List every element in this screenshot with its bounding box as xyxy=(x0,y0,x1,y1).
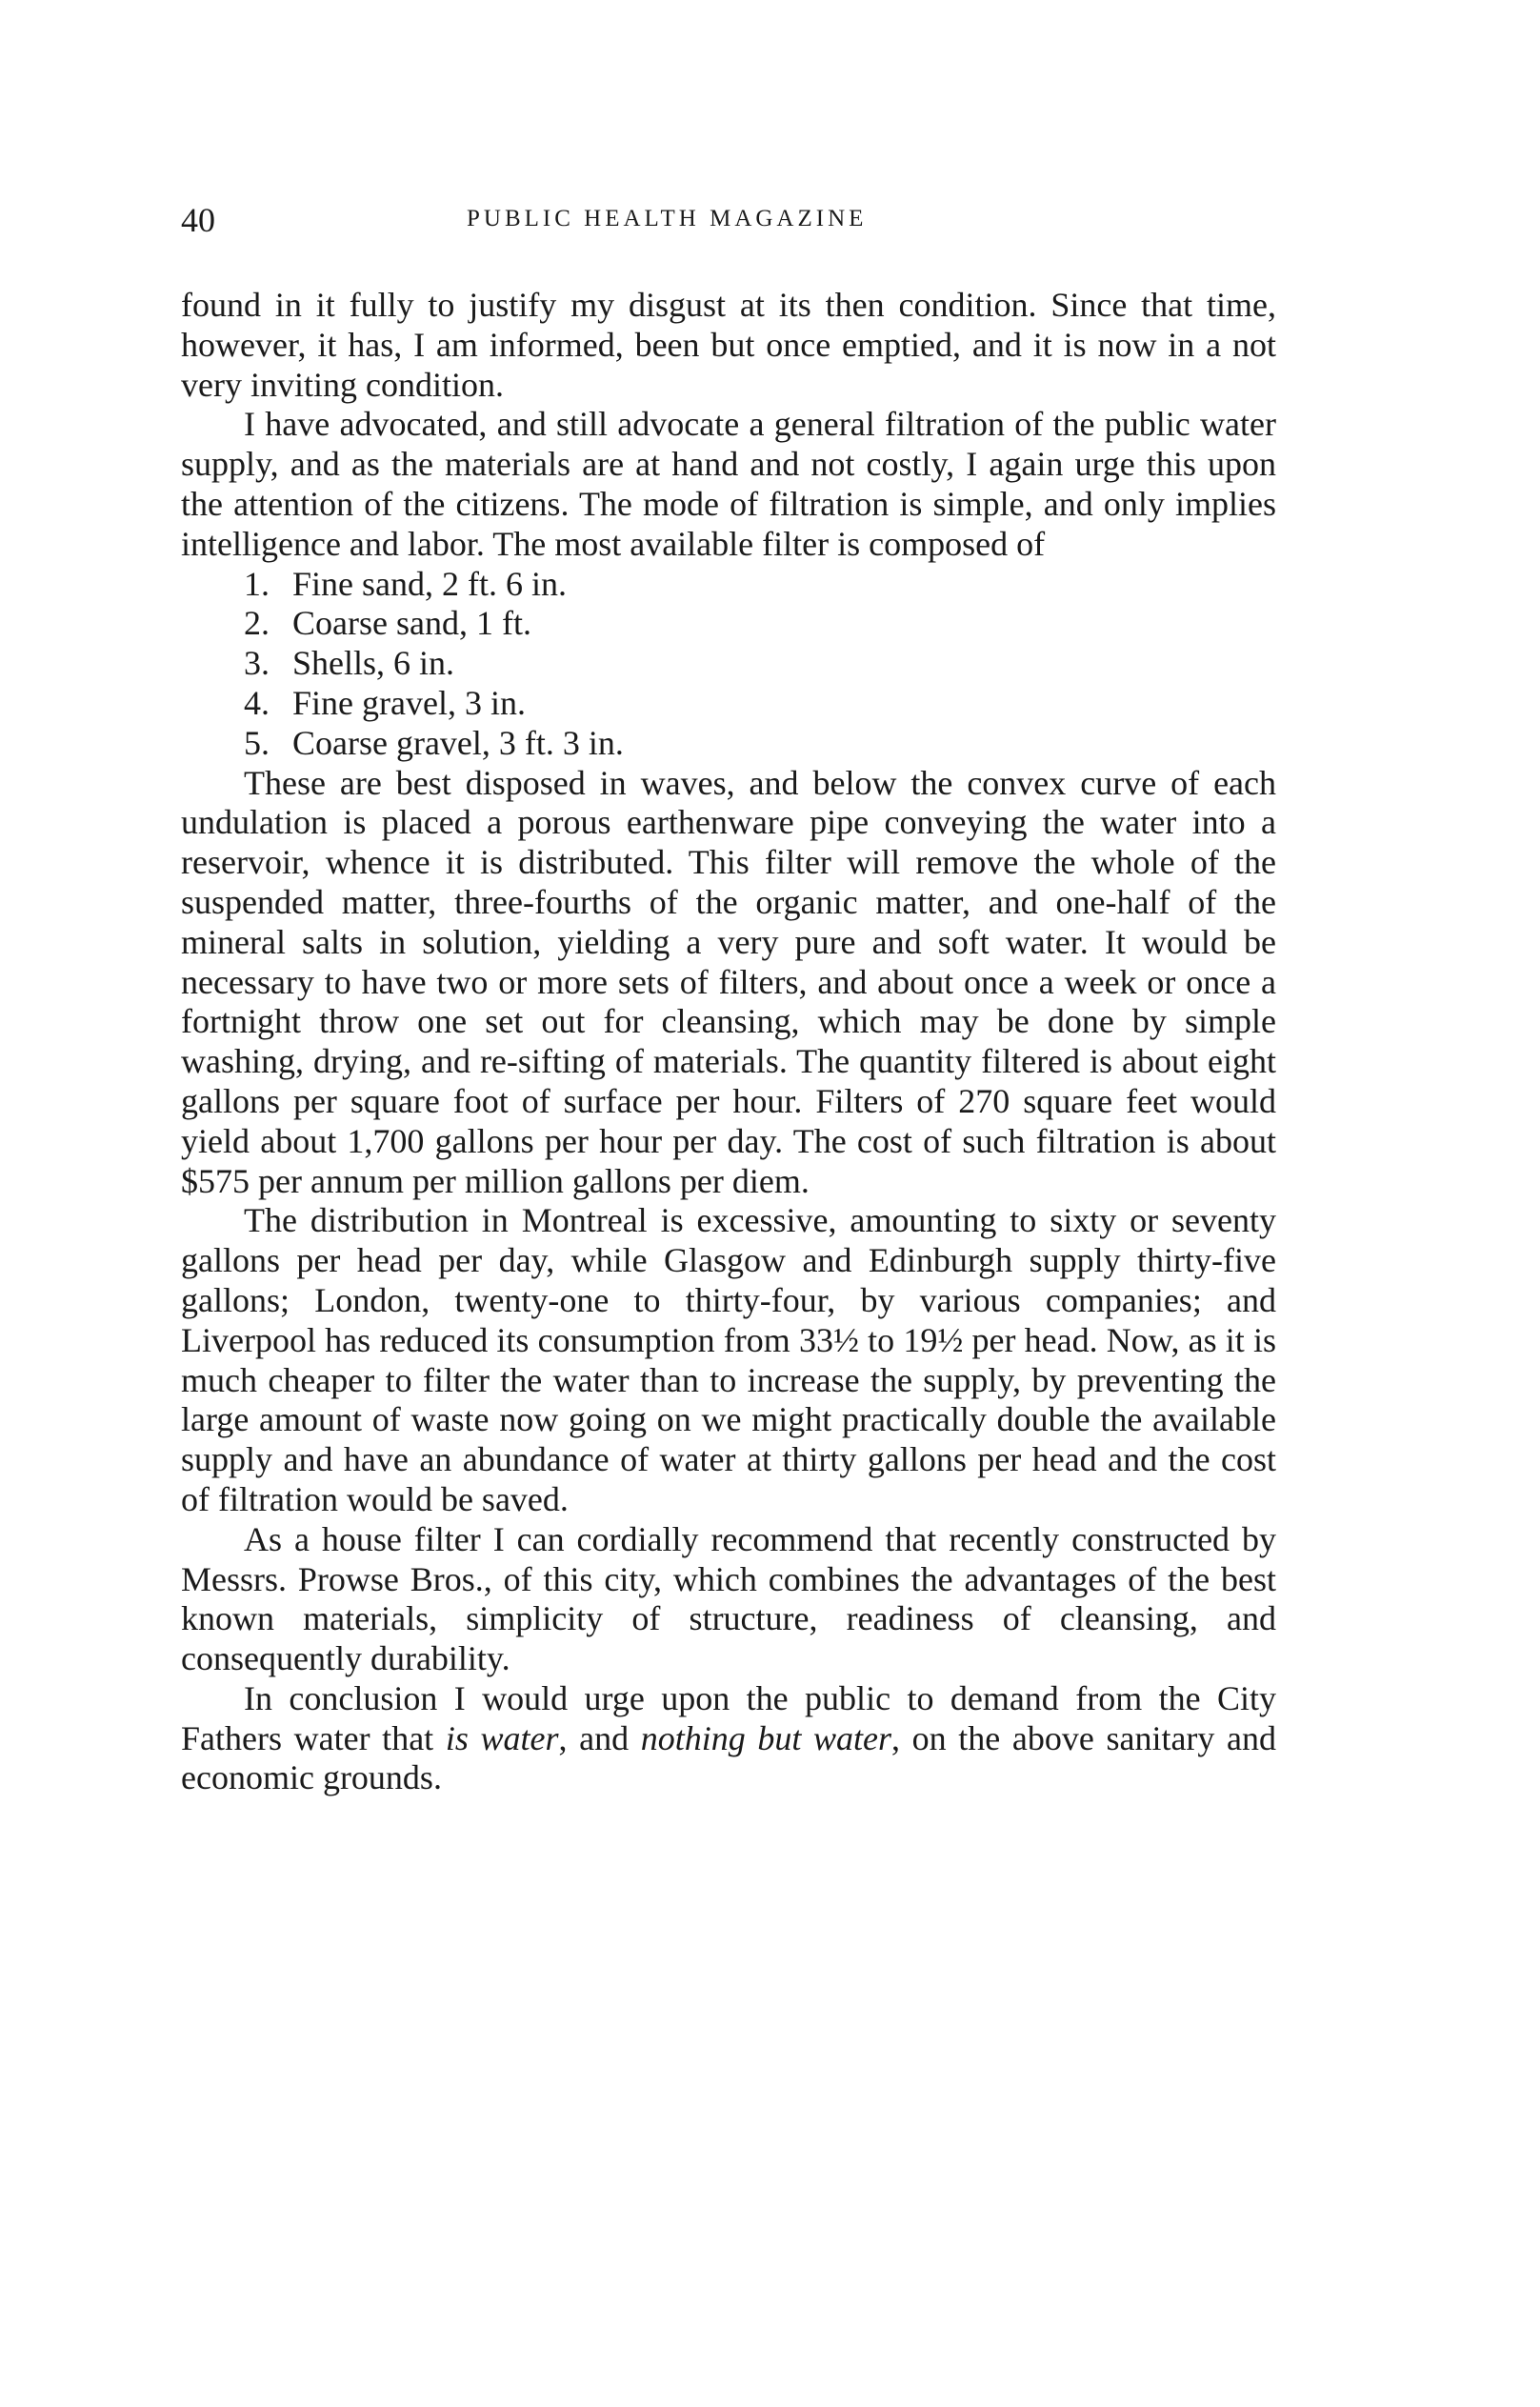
list-item xyxy=(181,644,1276,684)
list-text: Fine gravel, 3 in. xyxy=(292,683,526,722)
conclusion-paragraph xyxy=(181,1679,1276,1798)
page xyxy=(181,200,1276,1798)
paragraph: The distribution in Montreal is excessive, amounting to sixty or seventy gallons per head per day, while Glasgow and Edinburgh supply thirty-five gallons; London, twenty-one to thirty-four, by various companies; and Liverpool has reduced its consumption from 33½ to 19½ per head. Now, as it is much cheaper to filter the water than to increase the supply, by preventing the large amount of waste now going on we might practically double the available supply and have an abundance of water at thirty gallons per head and the cost of filtration would be saved. xyxy=(181,1201,1276,1518)
filter-composition-list xyxy=(181,565,1276,764)
page-number: 40 xyxy=(181,201,215,239)
conclusion-text: , on the above sanitary and economic grounds. xyxy=(181,1718,1277,1797)
page-header xyxy=(181,200,1276,257)
list-text: Coarse gravel, 3 ft. 3 in. xyxy=(292,723,624,762)
list-number: 2. xyxy=(244,604,270,643)
emphasis-text: nothing but water xyxy=(640,1718,891,1757)
running-title: PUBLIC HEALTH MAGAZINE xyxy=(467,206,868,231)
list-item xyxy=(181,684,1276,724)
paragraph: I have advocated, and still advocate a general filtration of the public water supply, and as the materials are at hand and not costly, I again urge this upon the attention of the citizens. The mode of filtration is simple, and only implies intelligence and labor. The most available filter is composed of xyxy=(181,405,1276,563)
list-number: 3. xyxy=(244,644,270,683)
list-item xyxy=(181,724,1276,764)
list-item xyxy=(181,565,1276,605)
list-number: 1. xyxy=(244,564,270,603)
conclusion-text: In conclusion I would urge upon the public to demand from the City Fathers water that xyxy=(181,1678,1276,1757)
list-text: Coarse sand, 1 ft. xyxy=(292,604,531,643)
paragraph: These are best disposed in waves, and below the convex curve of each undulation is placed a porous earthenware pipe conveying the water into a reservoir, whence it is distributed. This filter will remove the whole of the suspended matter, three-fourths of the organic matter, and one-half of the mineral salts in solution, yielding a very pure and soft water. It would be necessary to have two or more sets of filters, and about once a week or once a fortnight throw one set out for cleansing, which may be done by simple washing, drying, and re-sifting of materials. The quantity filtered is about eight gallons per square foot of surface per hour. Filters of 270 square feet would yield about 1,700 gallons per hour per day. The cost of such filtration is about $575 per annum per million gallons per diem. xyxy=(181,763,1276,1200)
list-text: Shells, 6 in. xyxy=(292,644,455,683)
conclusion-text: , and xyxy=(558,1718,641,1757)
article-body xyxy=(181,286,1276,1798)
list-text: Fine sand, 2 ft. 6 in. xyxy=(292,564,567,603)
list-item xyxy=(181,604,1276,644)
list-number: 5. xyxy=(244,723,270,762)
emphasis-text: is water xyxy=(445,1718,559,1757)
list-number: 4. xyxy=(244,683,270,722)
paragraph: As a house filter I can cordially recommend that recently constructed by Messrs. Prowse Bros., of this city, which combines the advantages of the best known materials, simplicity of structure, readiness of cleansing, and consequently durability. xyxy=(181,1519,1276,1678)
paragraph: found in it fully to justify my disgust at its then condition. Since that time, however, it has, I am informed, been but once emptied, and it is now in a not very inviting condition. xyxy=(181,286,1276,404)
